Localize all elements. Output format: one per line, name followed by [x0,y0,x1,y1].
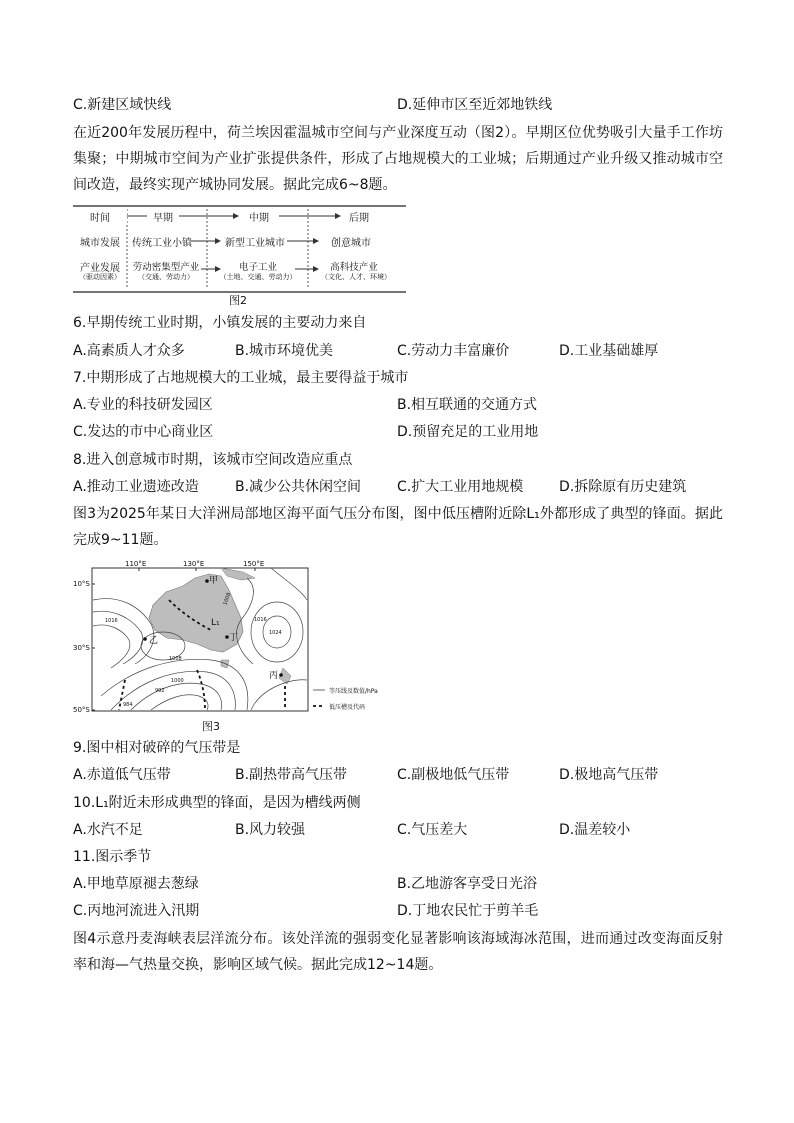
fig2-header-early: 早期 [147,209,179,224]
q7-option-a: A.专业的科技研发园区 [73,397,213,413]
lon-label-130: 130°E [183,560,205,568]
q7-option-b: B.相互联通的交通方式 [397,397,538,413]
q8-stem: 8.进入创意城市时期，该城市空间改造应重点 [73,452,353,468]
q5-option-c: C.新建区域快线 [73,97,172,113]
legend-trough-text: 低压槽及代码 [329,704,366,711]
label-yi: 乙 [149,636,159,646]
q9-option-d: D.极地高气压带 [559,767,659,783]
q10-option-d: D.温差较小 [559,822,631,838]
fig2-arrowhead-c1 [215,238,221,244]
q10-options [73,820,723,840]
q6-option-c: C.劳动力丰富廉价 [397,343,510,359]
q6-stem: 6.早期传统工业时期，小镇发展的主要动力来自 [73,315,367,331]
q9-option-b: B.副热带高气压带 [235,767,348,783]
figure-3-caption: 图3 [202,720,220,733]
q11-options-row2 [73,901,723,921]
q6-option-a: A.高素质人才众多 [73,343,185,359]
q7-options-row1 [73,395,723,415]
label-trough-l1: L₁ [211,618,220,628]
label-jia: 甲 [209,576,219,586]
fig2-industry-early-drivers: （交通、劳动力） [138,273,194,281]
fig2-city-early: 传统工业小镇 [132,238,192,249]
q7-option-c: C.发达的市中心商业区 [73,424,214,440]
point-bing [279,673,283,677]
q9-options [73,765,723,785]
lat-label-10: 10°S [73,580,90,588]
q11-option-a: A.甲地草原褪去葱绿 [73,876,199,892]
q7-options-row2 [73,422,723,442]
q11-option-c: C.丙地河流进入汛期 [73,903,200,919]
q11-option-b: B.乙地游客享受日光浴 [397,876,538,892]
label-ding: 丁 [229,633,239,643]
lon-label-110: 110°E [125,560,147,568]
q5-options [73,95,723,115]
q7-stem: 7.中期形成了占地规模大的工业城，最主要得益于城市 [73,370,409,386]
q11-option-d: D.丁地农民忙于剪羊毛 [397,903,539,919]
isobar-value-5: 1000 [171,678,184,684]
lat-label-50: 50°S [73,706,90,714]
q10-option-a: A.水汽不足 [73,822,143,838]
fig2-row-city-label: 城市发展 [80,238,120,249]
q10-option-b: B.风力较强 [235,822,306,838]
fig2-row-industry-label: 产业发展 [80,263,120,274]
q8-option-b: B.减少公共休闲空间 [235,479,362,495]
q8-option-d: D.拆除原有历史建筑 [559,479,687,495]
q8-options [73,477,723,497]
q6-option-b: B.城市环境优美 [235,343,334,359]
figure-2-flowchart [73,205,408,293]
lon-label-150: 150°E [243,560,265,568]
isobar-value-7: 984 [123,702,133,708]
fig2-city-mid: 新型工业城市 [225,238,285,249]
q10-stem: 10.L₁附近未形成典型的锋面，是因为槽线两侧 [73,795,361,811]
q8-option-a: A.推动工业遗迹改造 [73,479,199,495]
figure-2-caption: 图2 [229,294,247,307]
q6-options [73,341,723,361]
isobar-value-6: 992 [155,688,165,694]
isobar-value-4: 1008 [169,656,182,662]
figure-3-map [71,560,441,720]
fig2-arrowhead-h2 [233,213,239,219]
fig2-header-mid: 中期 [241,209,277,224]
q9-option-a: A.赤道低气压带 [73,767,171,783]
q6-option-d: D.工业基础雄厚 [559,343,659,359]
q9-option-c: C.副极地低气压带 [397,767,510,783]
intro-12-14: 图4示意丹麦海峡表层洋流分布。该处洋流的强弱变化显著影响该海域海冰范围，进而通过改变海面反射率和海—气热量交换，影响区域气候。据此完成12~14题。 [73,931,723,973]
fig2-industry-late: 高科技产业 [330,262,378,273]
fig2-row-industry-sublabel: （驱动因素） [79,273,121,281]
isobar-value-8: 1024 [269,630,282,636]
fig2-industry-mid: 电子工业 [238,262,277,273]
fig2-industry-mid-drivers: （土地、交通、劳动力） [219,273,297,281]
q11-options-row1 [73,874,723,894]
fig2-industry-late-drivers: （文化、人才、环境） [321,273,391,281]
intro-9-11: 图3为2025年某日大洋洲局部地区海平面气压分布图，图中低压槽附近除L₁外都形成了典型的锋面。据此完成9~11题。 [73,506,723,548]
fig2-city-late: 创意城市 [331,238,371,249]
isobar-value-3: 1016 [105,618,118,624]
figure-3-svg [71,560,441,720]
fig2-arrowhead-c2 [313,238,319,244]
q9-stem: 9.图中相对破碎的气压带是 [73,740,241,756]
fig2-header-time: 时间 [73,209,127,224]
isobar-value-1: 1008 [222,591,233,607]
q8-option-c: C.扩大工业用地规模 [397,479,524,495]
fig2-header-late: 后期 [349,213,369,224]
intro-6-8: 在近200年发展历程中，荷兰埃因霍温城市空间与产业深度互动（图2）。早期区位优势吸引大量手工作坊集聚；中期城市空间为产业扩张提供条件，形成了占地规模大的工业城；后期通过产业升级又推动城市空间改造，最终实现产城协同发展。据此完成6~8题。 [73,125,723,193]
q10-option-c: C.气压差大 [397,822,468,838]
isobar-value-2: 1016 [254,617,267,623]
fig2-industry-early: 劳动密集型产业 [132,262,200,273]
q5-option-d: D.延伸市区至近郊地铁线 [397,97,553,113]
q11-stem: 11.图示季节 [73,849,152,865]
legend-isobar-text: 等压线及数值/hPa [329,688,378,695]
q7-option-d: D.预留充足的工业用地 [397,424,539,440]
lat-label-30: 30°S [73,644,90,652]
label-bing: 丙 [269,671,279,681]
point-yi [143,637,147,641]
